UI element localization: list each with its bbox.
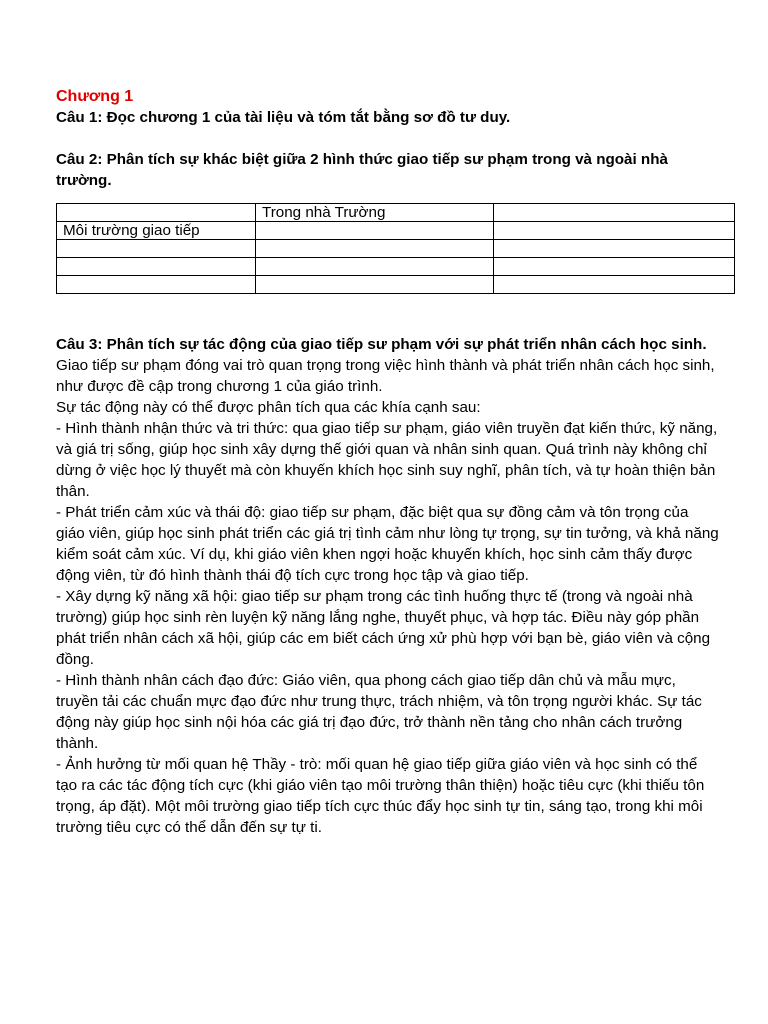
table-cell: [57, 276, 256, 294]
answer-paragraph: Giao tiếp sư phạm đóng vai trò quan trọng trong việc hình thành và phát triển nhân cách học sinh, như được đề cập trong chương 1 của giáo trình.: [56, 357, 715, 395]
table-cell: [57, 204, 256, 222]
answer-paragraph: - Hình thành nhận thức và tri thức: qua giao tiếp sư phạm, giáo viên truyền đạt kiến thức, kỹ năng, và giá trị sống, giúp học sinh xây dựng thế giới quan và nhân sinh quan. Quá trình này không chỉ dừng ở việc học lý thuyết mà còn khuyến khích học sinh suy nghĩ, phân tích, và tự hoàn thiện bản thân.: [56, 420, 718, 500]
table-cell: [494, 204, 735, 222]
table-cell: [494, 240, 735, 258]
table-row: [57, 258, 735, 276]
table-cell: [256, 222, 494, 240]
table-cell: Môi trường giao tiếp: [57, 222, 256, 240]
table-row: [57, 204, 735, 222]
chapter-title: Chương 1: [56, 88, 134, 105]
comparison-table-body: [57, 204, 735, 294]
answer-paragraph: - Ảnh hưởng từ mối quan hệ Thầy - trò: mối quan hệ giao tiếp giữa giáo viên và học sinh có thể tạo ra các tác động tích cực (khi giáo viên tạo môi trường thân thiện) hoặc tiêu cực (khi thiếu tôn trọng, áp đặt). Một môi trường giao tiếp tích cực thúc đẩy học sinh tự tin, sáng tạo, trong khi môi trường tiêu cực có thể dẫn đến sự tự ti.: [56, 756, 705, 836]
answer-paragraph: - Hình thành nhân cách đạo đức: Giáo viên, qua phong cách giao tiếp dân chủ và mẫu mực, truyền tải các chuẩn mực đạo đức như trung thực, trách nhiệm, và tôn trọng người khác. Sự tác động này giúp học sinh nội hóa các giá trị đạo đức, trở thành nền tảng cho nhân cách trưởng thành.: [56, 672, 702, 752]
table-cell: [494, 276, 735, 294]
question-1: Câu 1: Đọc chương 1 của tài liệu và tóm tắt bằng sơ đồ tư duy.: [56, 109, 511, 126]
answer-paragraph: - Xây dựng kỹ năng xã hội: giao tiếp sư phạm trong các tình huống thực tế (trong và ngoài nhà trường) giúp học sinh rèn luyện kỹ năng lắng nghe, thuyết phục, và hợp tác. Điều này góp phần phát triển nhân cách xã hội, giúp các em biết cách ứng xử phù hợp với bạn bè, giáo viên và cộng đồng.: [56, 588, 711, 668]
table-row: [57, 222, 735, 240]
answer-paragraph: - Phát triển cảm xúc và thái độ: giao tiếp sư phạm, đặc biệt qua sự đồng cảm và tôn trọng của giáo viên, giúp học sinh phát triển các giá trị tình cảm như lòng tự trọng, sự tin tưởng, và khả năng kiểm soát cảm xúc. Ví dụ, khi giáo viên khen ngợi hoặc khuyến khích, học sinh cảm thấy được động viên, từ đó hình thành thái độ tích cực trong học tập và giao tiếp.: [56, 504, 719, 584]
comparison-table: [56, 203, 735, 294]
table-row: [57, 240, 735, 258]
table-row: [57, 276, 735, 294]
answer-paragraph: Sự tác động này có thể được phân tích qua các khía cạnh sau:: [56, 399, 481, 416]
table-cell: [256, 258, 494, 276]
table-cell: [494, 258, 735, 276]
question-2: Câu 2: Phân tích sự khác biệt giữa 2 hình thức giao tiếp sư phạm trong và ngoài nhà trường.: [56, 151, 668, 189]
document-content: [56, 86, 720, 838]
blank-line: [56, 128, 720, 149]
table-cell: Trong nhà Trường: [256, 204, 494, 222]
table-cell: [57, 240, 256, 258]
table-cell: [256, 276, 494, 294]
table-cell: [256, 240, 494, 258]
question-3: Câu 3: Phân tích sự tác động của giao tiếp sư phạm với sự phát triển nhân cách học sinh.: [56, 336, 707, 353]
table-cell: [494, 222, 735, 240]
table-cell: [57, 258, 256, 276]
